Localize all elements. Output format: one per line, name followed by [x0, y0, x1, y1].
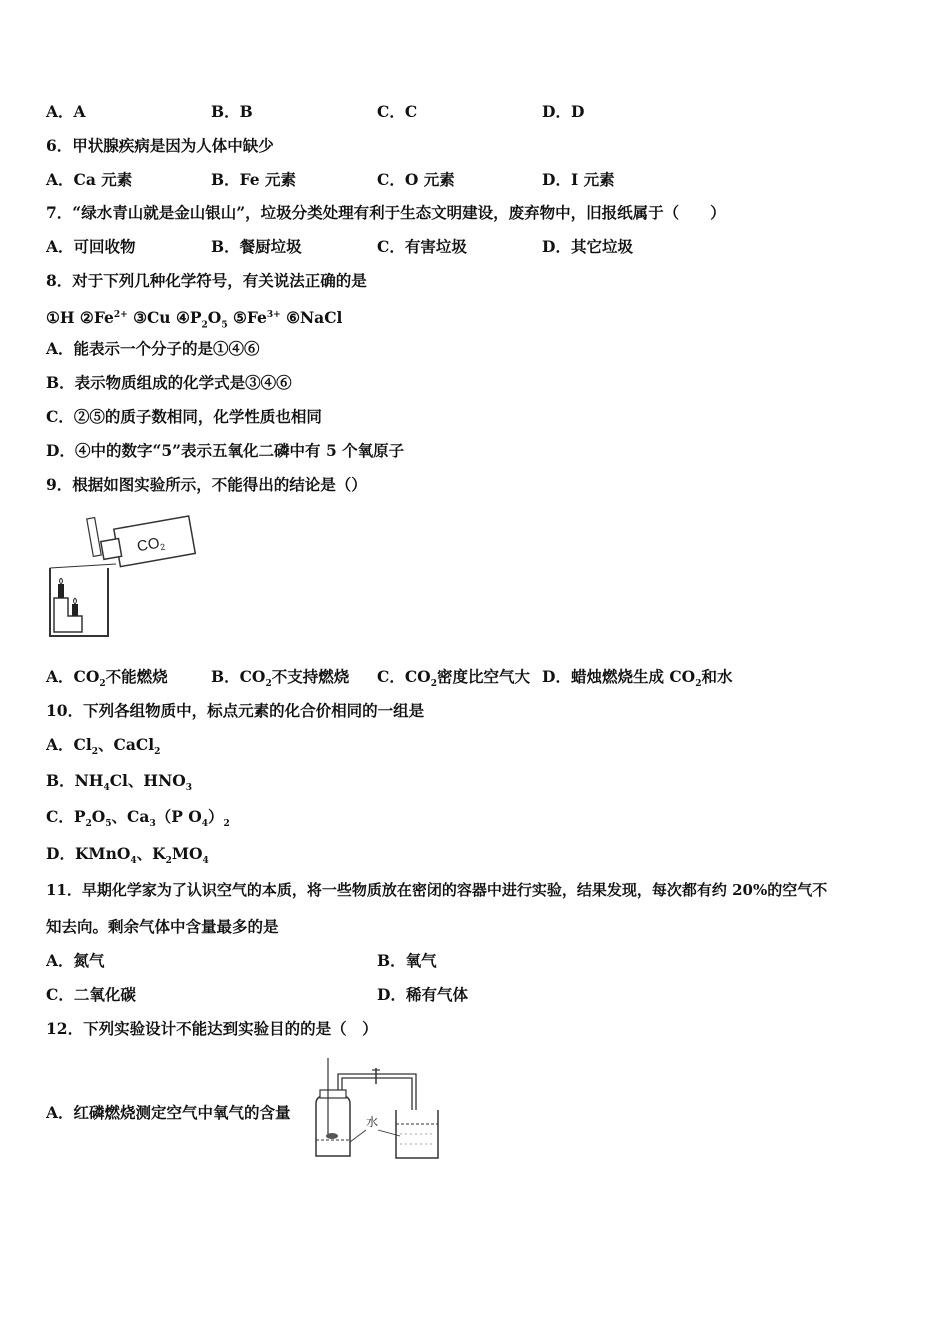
q10-option-c[interactable]: C．$P_2O_5$、$Ca_3(P$ $O_4)_2$	[46, 807, 230, 830]
q7-option-b[interactable]: B．餐厨垃圾	[211, 237, 302, 256]
q6-option-c[interactable]: C．O 元素	[377, 170, 455, 189]
q5-option-d[interactable]: D．D	[542, 102, 585, 121]
q10-stem: 10．下列各组物质中，标点元素的化合价相同的一组是	[46, 701, 425, 720]
q8-option-c[interactable]: C．②⑤的质子数相同，化学性质也相同	[46, 407, 322, 426]
q11-option-c[interactable]: C．二氧化碳	[46, 985, 136, 1004]
q12-option-a[interactable]: A．红磷燃烧测定空气中氧气的含量	[46, 1103, 291, 1122]
q9-option-c[interactable]: C．$CO_2$密度比空气大	[377, 667, 530, 690]
q9-option-d[interactable]: D．蜡烛燃烧生成 $CO_2$和水	[542, 667, 733, 690]
q5-option-a[interactable]: A．A	[46, 102, 86, 121]
q8-option-b[interactable]: B．表示物质组成的化学式是③④⑥	[46, 373, 292, 392]
q8-option-a[interactable]: A．能表示一个分子的是①④⑥	[46, 339, 260, 358]
q5-option-b[interactable]: B．B	[211, 102, 253, 121]
q6-option-b[interactable]: B．Fe 元素	[211, 170, 297, 189]
q8-option-d[interactable]: D．④中的数字“5”表示五氧化二磷中有 5 个氧原子	[46, 441, 405, 460]
q11-option-b[interactable]: B．氧气	[377, 951, 437, 970]
q11-stem-line2: 知去向。剩余气体中含量最多的是	[46, 917, 279, 936]
q9-option-b[interactable]: B．$CO_2$不支持燃烧	[211, 667, 350, 690]
q8-symbols: ①H $②Fe^{2+}$ ③Cu $④P_2O_5$ $⑤Fe^{3+}$ ⑥NaCl	[46, 308, 343, 331]
q7-option-a[interactable]: A．可回收物	[46, 237, 136, 256]
q10-option-d[interactable]: D．KMnO$_4$、$K_2MO_4$	[46, 844, 209, 867]
red-phosphorus-apparatus-figure	[310, 1052, 442, 1162]
co2-candle-figure	[46, 508, 206, 640]
q6-stem: 6．甲状腺疾病是因为人体中缺少	[46, 136, 274, 155]
q10-option-a[interactable]: A．$Cl_2$、CaCl$_2$	[46, 735, 161, 758]
svg-text:水: 水	[366, 1115, 379, 1129]
q9-stem: 9．根据如图实验所示，不能得出的结论是（）	[46, 475, 367, 494]
q5-option-c[interactable]: C．C	[377, 102, 418, 121]
q11-stem-line1: 11．早期化学家为了认识空气的本质，将一些物质放在密闭的容器中进行实验，结果发现，每次都有约 20%的空气不	[46, 881, 828, 899]
q6-option-a[interactable]: A．Ca 元素	[46, 170, 133, 189]
q12-stem: 12．下列实验设计不能达到实验目的的是（ ）	[46, 1019, 378, 1038]
q7-option-c[interactable]: C．有害垃圾	[377, 237, 467, 256]
q6-option-d[interactable]: D．I 元素	[542, 170, 615, 189]
q7-option-d[interactable]: D．其它垃圾	[542, 237, 633, 256]
svg-text:CO2: $CO_2$	[135, 534, 167, 556]
q7-stem: 7．“绿水青山就是金山银山”，垃圾分类处理有利于生态文明建设，废弃物中，旧报纸属于（ ）	[46, 203, 726, 222]
q9-option-a[interactable]: A．$CO_2$不能燃烧	[46, 667, 168, 690]
q10-option-b[interactable]: B．$NH_4Cl$、$HNO_3$	[46, 771, 193, 794]
q11-option-d[interactable]: D．稀有气体	[377, 985, 468, 1004]
q11-option-a[interactable]: A．氮气	[46, 951, 105, 970]
q8-stem: 8．对于下列几种化学符号，有关说法正确的是	[46, 271, 367, 290]
